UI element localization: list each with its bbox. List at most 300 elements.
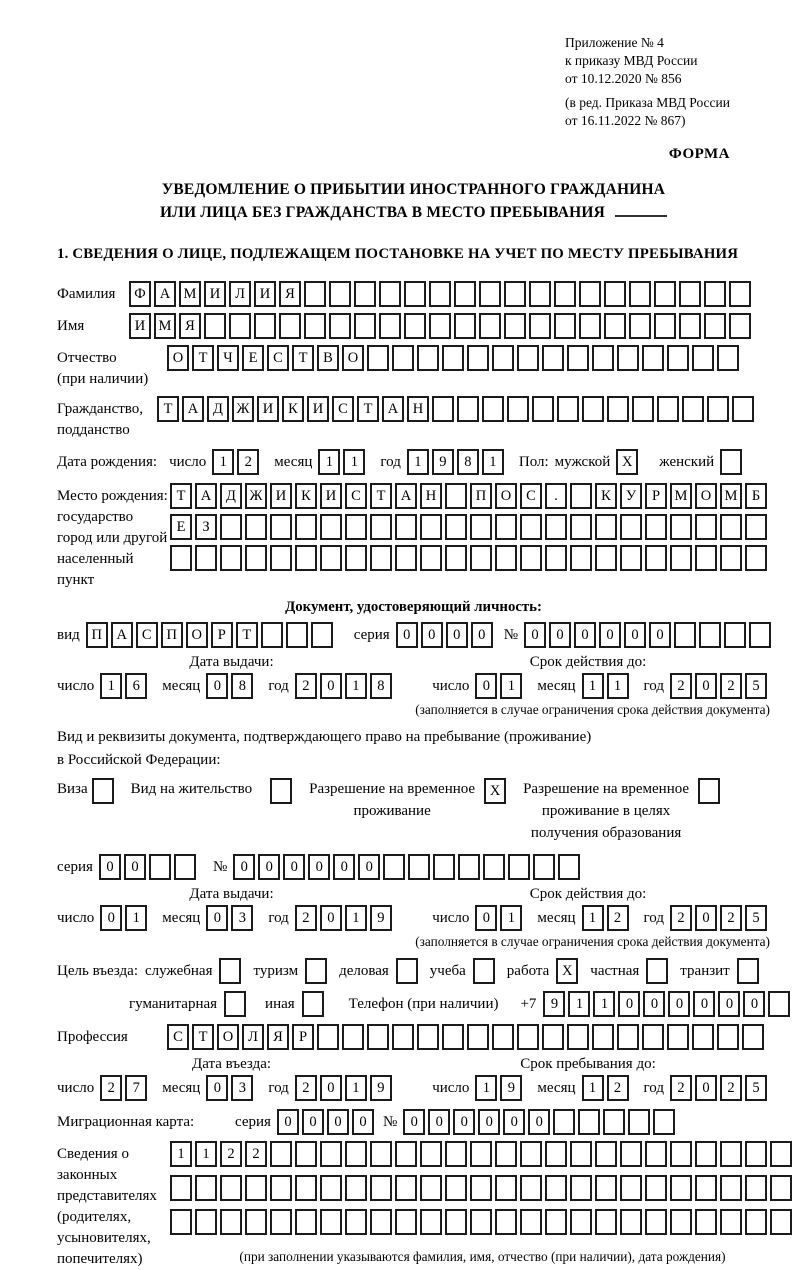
form-cell[interactable] — [417, 345, 439, 371]
form-cell[interactable]: 9 — [370, 905, 392, 931]
form-cell[interactable] — [695, 514, 717, 540]
form-cell[interactable] — [595, 1141, 617, 1167]
form-cell[interactable] — [302, 991, 324, 1017]
form-cell[interactable] — [667, 345, 689, 371]
form-cell[interactable] — [220, 1175, 242, 1201]
form-cell[interactable] — [370, 1175, 392, 1201]
form-cell[interactable]: 2 — [295, 1075, 317, 1101]
form-cell[interactable]: 1 — [345, 673, 367, 699]
surname-cells[interactable] — [129, 281, 754, 307]
form-cell[interactable]: 1 — [482, 449, 504, 475]
form-cell[interactable] — [295, 1175, 317, 1201]
form-cell[interactable] — [674, 622, 696, 648]
form-cell[interactable]: 0 — [549, 622, 571, 648]
form-cell[interactable] — [520, 1141, 542, 1167]
form-cell[interactable] — [270, 1175, 292, 1201]
form-cell[interactable]: Б — [745, 483, 767, 509]
form-cell[interactable] — [320, 1141, 342, 1167]
purpose-business-checkbox[interactable] — [219, 958, 244, 984]
purpose-transit-checkbox[interactable] — [737, 958, 762, 984]
form-cell[interactable]: 1 — [407, 449, 429, 475]
form-cell[interactable] — [220, 545, 242, 571]
form-cell[interactable] — [345, 545, 367, 571]
form-cell[interactable] — [295, 545, 317, 571]
male-checkbox[interactable] — [616, 449, 641, 475]
form-cell[interactable] — [545, 514, 567, 540]
form-cell[interactable]: 1 — [582, 1075, 604, 1101]
form-cell[interactable]: Д — [220, 483, 242, 509]
form-cell[interactable] — [345, 1175, 367, 1201]
form-cell[interactable]: М — [179, 281, 201, 307]
form-cell[interactable] — [545, 1141, 567, 1167]
form-cell[interactable]: 1 — [500, 673, 522, 699]
form-cell[interactable]: Т — [192, 345, 214, 371]
form-cell[interactable] — [592, 1024, 614, 1050]
form-cell[interactable] — [395, 1209, 417, 1235]
form-cell[interactable]: 0 — [352, 1109, 374, 1135]
form-cell[interactable] — [570, 1141, 592, 1167]
form-cell[interactable] — [692, 1024, 714, 1050]
form-cell[interactable] — [507, 396, 529, 422]
form-cell[interactable] — [483, 854, 505, 880]
form-cell[interactable] — [595, 1175, 617, 1201]
form-cell[interactable] — [420, 1175, 442, 1201]
purpose-other-checkbox[interactable] — [302, 991, 327, 1017]
form-cell[interactable] — [92, 778, 114, 804]
purpose-tourism-checkbox[interactable] — [305, 958, 330, 984]
form-cell[interactable]: П — [161, 622, 183, 648]
purpose-work-checkbox[interactable] — [556, 958, 581, 984]
form-cell[interactable] — [495, 1175, 517, 1201]
form-cell[interactable] — [270, 778, 292, 804]
valid-day-cells[interactable] — [475, 673, 525, 699]
form-cell[interactable] — [604, 281, 626, 307]
form-cell[interactable] — [467, 1024, 489, 1050]
form-cell[interactable] — [517, 345, 539, 371]
residence-permit-checkbox[interactable] — [270, 778, 295, 804]
form-cell[interactable]: 0 — [624, 622, 646, 648]
form-cell[interactable] — [745, 1141, 767, 1167]
form-cell[interactable]: 8 — [231, 673, 253, 699]
form-cell[interactable]: Т — [192, 1024, 214, 1050]
form-cell[interactable] — [442, 1024, 464, 1050]
representatives-row3-cells[interactable] — [170, 1209, 795, 1235]
birth-year-cells[interactable] — [407, 449, 507, 475]
form-cell[interactable] — [342, 1024, 364, 1050]
temp-residence-checkbox[interactable] — [484, 778, 509, 804]
form-cell[interactable]: 2 — [670, 905, 692, 931]
form-cell[interactable]: 9 — [432, 449, 454, 475]
form-cell[interactable]: Е — [170, 514, 192, 540]
form-cell[interactable] — [473, 958, 495, 984]
form-cell[interactable] — [770, 1141, 792, 1167]
form-cell[interactable]: 1 — [500, 905, 522, 931]
form-cell[interactable] — [542, 345, 564, 371]
form-cell[interactable] — [570, 483, 592, 509]
form-cell[interactable]: Р — [292, 1024, 314, 1050]
form-cell[interactable] — [517, 1024, 539, 1050]
form-cell[interactable]: 0 — [718, 991, 740, 1017]
form-cell[interactable]: К — [282, 396, 304, 422]
form-cell[interactable]: 0 — [471, 622, 493, 648]
form-cell[interactable] — [395, 1141, 417, 1167]
form-cell[interactable] — [295, 514, 317, 540]
form-cell[interactable] — [320, 1175, 342, 1201]
form-cell[interactable]: 0 — [302, 1109, 324, 1135]
form-cell[interactable] — [717, 345, 739, 371]
form-cell[interactable] — [645, 1175, 667, 1201]
form-cell[interactable]: М — [670, 483, 692, 509]
form-cell[interactable] — [632, 396, 654, 422]
stay-month-cells[interactable] — [582, 1075, 632, 1101]
form-cell[interactable]: Т — [170, 483, 192, 509]
form-cell[interactable]: 2 — [100, 1075, 122, 1101]
form-cell[interactable] — [470, 514, 492, 540]
form-cell[interactable]: О — [217, 1024, 239, 1050]
form-cell[interactable] — [254, 313, 276, 339]
form-cell[interactable] — [529, 281, 551, 307]
form-cell[interactable]: Н — [420, 483, 442, 509]
form-cell[interactable] — [545, 545, 567, 571]
form-cell[interactable]: 0 — [649, 622, 671, 648]
form-cell[interactable] — [620, 1175, 642, 1201]
form-cell[interactable] — [379, 281, 401, 307]
form-cell[interactable]: 6 — [125, 673, 147, 699]
form-cell[interactable] — [745, 1175, 767, 1201]
form-cell[interactable] — [470, 1209, 492, 1235]
form-cell[interactable]: 1 — [343, 449, 365, 475]
doc-series-cells[interactable] — [396, 622, 496, 648]
residence-issue-day-cells[interactable] — [100, 905, 150, 931]
form-cell[interactable] — [245, 514, 267, 540]
form-cell[interactable] — [195, 545, 217, 571]
form-cell[interactable]: 0 — [100, 905, 122, 931]
form-cell[interactable]: Ф — [129, 281, 151, 307]
form-cell[interactable]: 1 — [475, 1075, 497, 1101]
form-cell[interactable] — [670, 1209, 692, 1235]
form-cell[interactable] — [579, 313, 601, 339]
form-cell[interactable] — [404, 281, 426, 307]
form-cell[interactable] — [470, 1175, 492, 1201]
form-cell[interactable]: 0 — [333, 854, 355, 880]
form-cell[interactable] — [245, 545, 267, 571]
residence-number-cells[interactable] — [233, 854, 583, 880]
form-cell[interactable] — [270, 1209, 292, 1235]
stay-day-cells[interactable] — [475, 1075, 525, 1101]
form-cell[interactable] — [578, 1109, 600, 1135]
form-cell[interactable] — [305, 958, 327, 984]
form-cell[interactable] — [645, 514, 667, 540]
form-cell[interactable] — [667, 1024, 689, 1050]
form-cell[interactable] — [645, 1141, 667, 1167]
form-cell[interactable] — [479, 313, 501, 339]
form-cell[interactable]: 1 — [318, 449, 340, 475]
form-cell[interactable] — [617, 345, 639, 371]
form-cell[interactable] — [720, 1209, 742, 1235]
form-cell[interactable]: К — [595, 483, 617, 509]
form-cell[interactable]: 0 — [599, 622, 621, 648]
form-cell[interactable]: 0 — [283, 854, 305, 880]
form-cell[interactable] — [729, 313, 751, 339]
form-cell[interactable] — [370, 1141, 392, 1167]
form-cell[interactable] — [295, 1209, 317, 1235]
form-cell[interactable]: И — [270, 483, 292, 509]
birth-place-row2-cells[interactable] — [170, 514, 770, 540]
form-cell[interactable]: 1 — [170, 1141, 192, 1167]
form-cell[interactable] — [770, 1209, 792, 1235]
entry-year-cells[interactable] — [295, 1075, 395, 1101]
form-cell[interactable]: О — [186, 622, 208, 648]
issue-month-cells[interactable] — [206, 673, 256, 699]
form-cell[interactable] — [595, 514, 617, 540]
form-cell[interactable]: 0 — [358, 854, 380, 880]
form-cell[interactable]: Д — [207, 396, 229, 422]
form-cell[interactable]: 0 — [308, 854, 330, 880]
form-cell[interactable] — [392, 345, 414, 371]
form-cell[interactable]: 0 — [524, 622, 546, 648]
form-cell[interactable] — [395, 545, 417, 571]
form-cell[interactable] — [768, 991, 790, 1017]
form-cell[interactable] — [595, 545, 617, 571]
form-cell[interactable] — [554, 281, 576, 307]
form-cell[interactable] — [432, 396, 454, 422]
form-cell[interactable] — [229, 313, 251, 339]
form-cell[interactable] — [620, 1209, 642, 1235]
form-cell[interactable] — [220, 1209, 242, 1235]
form-cell[interactable]: Н — [407, 396, 429, 422]
purpose-private-checkbox[interactable] — [646, 958, 671, 984]
form-cell[interactable]: Л — [229, 281, 251, 307]
form-cell[interactable] — [492, 345, 514, 371]
form-cell[interactable] — [707, 396, 729, 422]
form-cell[interactable] — [170, 545, 192, 571]
form-cell[interactable] — [724, 622, 746, 648]
migration-series-cells[interactable] — [277, 1109, 377, 1135]
form-cell[interactable]: 0 — [453, 1109, 475, 1135]
form-cell[interactable]: 5 — [745, 1075, 767, 1101]
form-cell[interactable]: А — [182, 396, 204, 422]
form-cell[interactable]: С — [520, 483, 542, 509]
form-cell[interactable] — [170, 1175, 192, 1201]
form-cell[interactable] — [542, 1024, 564, 1050]
form-cell[interactable]: С — [345, 483, 367, 509]
form-cell[interactable]: 0 — [528, 1109, 550, 1135]
form-cell[interactable] — [679, 281, 701, 307]
form-cell[interactable]: В — [317, 345, 339, 371]
entry-month-cells[interactable] — [206, 1075, 256, 1101]
form-cell[interactable]: 2 — [607, 905, 629, 931]
form-cell[interactable]: 2 — [720, 673, 742, 699]
citizenship-cells[interactable] — [157, 396, 757, 422]
form-cell[interactable]: 1 — [212, 449, 234, 475]
form-cell[interactable] — [420, 1141, 442, 1167]
form-cell[interactable] — [695, 1209, 717, 1235]
issue-day-cells[interactable] — [100, 673, 150, 699]
form-cell[interactable] — [720, 1175, 742, 1201]
form-cell[interactable]: 0 — [233, 854, 255, 880]
form-cell[interactable]: А — [195, 483, 217, 509]
form-cell[interactable]: 3 — [231, 905, 253, 931]
form-cell[interactable]: 2 — [670, 1075, 692, 1101]
form-cell[interactable]: 1 — [593, 991, 615, 1017]
form-cell[interactable] — [442, 345, 464, 371]
form-cell[interactable] — [420, 545, 442, 571]
form-cell[interactable] — [653, 1109, 675, 1135]
form-cell[interactable]: 2 — [220, 1141, 242, 1167]
form-cell[interactable] — [354, 313, 376, 339]
form-cell[interactable] — [224, 991, 246, 1017]
form-cell[interactable]: Ж — [232, 396, 254, 422]
form-cell[interactable] — [679, 313, 701, 339]
form-cell[interactable] — [642, 1024, 664, 1050]
female-checkbox[interactable] — [720, 449, 745, 475]
form-cell[interactable] — [529, 313, 551, 339]
form-cell[interactable] — [445, 545, 467, 571]
form-cell[interactable] — [692, 345, 714, 371]
form-cell[interactable] — [732, 396, 754, 422]
form-cell[interactable] — [470, 1141, 492, 1167]
edu-residence-checkbox[interactable] — [698, 778, 723, 804]
form-cell[interactable] — [570, 1175, 592, 1201]
form-cell[interactable] — [698, 778, 720, 804]
form-cell[interactable] — [720, 1141, 742, 1167]
residence-valid-month-cells[interactable] — [582, 905, 632, 931]
form-cell[interactable] — [445, 1141, 467, 1167]
form-cell[interactable]: 0 — [643, 991, 665, 1017]
form-cell[interactable] — [317, 1024, 339, 1050]
doc-number-cells[interactable] — [524, 622, 774, 648]
form-cell[interactable]: С — [167, 1024, 189, 1050]
form-cell[interactable] — [607, 396, 629, 422]
form-cell[interactable] — [699, 622, 721, 648]
purpose-study-checkbox[interactable] — [473, 958, 498, 984]
form-cell[interactable]: 5 — [745, 905, 767, 931]
form-cell[interactable] — [429, 313, 451, 339]
form-cell[interactable] — [395, 1175, 417, 1201]
form-cell[interactable] — [320, 545, 342, 571]
form-cell[interactable] — [720, 545, 742, 571]
form-cell[interactable]: Я — [267, 1024, 289, 1050]
form-cell[interactable] — [270, 545, 292, 571]
form-cell[interactable] — [245, 1209, 267, 1235]
form-cell[interactable] — [717, 1024, 739, 1050]
form-cell[interactable] — [367, 345, 389, 371]
form-cell[interactable] — [482, 396, 504, 422]
form-cell[interactable]: С — [136, 622, 158, 648]
form-cell[interactable]: 0 — [743, 991, 765, 1017]
form-cell[interactable]: П — [86, 622, 108, 648]
form-cell[interactable] — [392, 1024, 414, 1050]
form-cell[interactable] — [420, 1209, 442, 1235]
form-cell[interactable] — [704, 313, 726, 339]
form-cell[interactable] — [749, 622, 771, 648]
form-cell[interactable]: 0 — [206, 1075, 228, 1101]
form-cell[interactable] — [370, 514, 392, 540]
form-cell[interactable]: 0 — [475, 905, 497, 931]
form-cell[interactable] — [520, 545, 542, 571]
form-cell[interactable] — [695, 1141, 717, 1167]
form-cell[interactable] — [654, 281, 676, 307]
form-cell[interactable] — [570, 514, 592, 540]
form-cell[interactable]: 2 — [295, 905, 317, 931]
form-cell[interactable] — [592, 345, 614, 371]
form-cell[interactable]: 0 — [327, 1109, 349, 1135]
form-cell[interactable] — [508, 854, 530, 880]
form-cell[interactable]: Т — [292, 345, 314, 371]
birth-place-row3-cells[interactable] — [170, 545, 770, 571]
form-cell[interactable] — [495, 514, 517, 540]
issue-year-cells[interactable] — [295, 673, 395, 699]
form-cell[interactable]: 2 — [670, 673, 692, 699]
form-cell[interactable]: Т — [370, 483, 392, 509]
form-cell[interactable]: Р — [211, 622, 233, 648]
form-cell[interactable]: Т — [157, 396, 179, 422]
form-cell[interactable]: 1 — [345, 1075, 367, 1101]
form-cell[interactable]: У — [620, 483, 642, 509]
form-cell[interactable] — [454, 313, 476, 339]
form-cell[interactable] — [408, 854, 430, 880]
form-cell[interactable] — [504, 313, 526, 339]
form-cell[interactable]: Т — [236, 622, 258, 648]
form-cell[interactable] — [383, 854, 405, 880]
form-cell[interactable]: Ж — [245, 483, 267, 509]
form-cell[interactable] — [670, 514, 692, 540]
form-cell[interactable] — [220, 514, 242, 540]
form-cell[interactable] — [737, 958, 759, 984]
form-cell[interactable]: 0 — [695, 673, 717, 699]
form-cell[interactable] — [445, 1175, 467, 1201]
form-cell[interactable]: X — [616, 449, 638, 475]
form-cell[interactable]: 1 — [582, 673, 604, 699]
form-cell[interactable] — [579, 281, 601, 307]
form-cell[interactable] — [149, 854, 171, 880]
residence-issue-month-cells[interactable] — [206, 905, 256, 931]
birth-place-row1-cells[interactable] — [170, 483, 770, 509]
form-cell[interactable]: 0 — [403, 1109, 425, 1135]
form-cell[interactable] — [567, 1024, 589, 1050]
form-cell[interactable]: 9 — [370, 1075, 392, 1101]
form-cell[interactable] — [270, 1141, 292, 1167]
representatives-row2-cells[interactable] — [170, 1175, 795, 1201]
form-cell[interactable] — [620, 1141, 642, 1167]
form-cell[interactable]: 2 — [720, 1075, 742, 1101]
form-cell[interactable]: 5 — [745, 673, 767, 699]
form-cell[interactable]: 0 — [421, 622, 443, 648]
form-cell[interactable] — [620, 514, 642, 540]
form-cell[interactable] — [458, 854, 480, 880]
form-cell[interactable] — [553, 1109, 575, 1135]
form-cell[interactable] — [695, 1175, 717, 1201]
form-cell[interactable] — [617, 1024, 639, 1050]
profession-cells[interactable] — [167, 1024, 767, 1050]
form-cell[interactable] — [245, 1175, 267, 1201]
form-cell[interactable] — [770, 1175, 792, 1201]
birth-day-cells[interactable] — [212, 449, 262, 475]
form-cell[interactable] — [329, 281, 351, 307]
form-cell[interactable]: И — [257, 396, 279, 422]
form-cell[interactable]: И — [320, 483, 342, 509]
form-cell[interactable]: 0 — [475, 673, 497, 699]
form-cell[interactable] — [204, 313, 226, 339]
form-cell[interactable]: М — [720, 483, 742, 509]
form-cell[interactable] — [628, 1109, 650, 1135]
form-cell[interactable] — [479, 281, 501, 307]
form-cell[interactable]: М — [154, 313, 176, 339]
form-cell[interactable]: 9 — [543, 991, 565, 1017]
form-cell[interactable] — [286, 622, 308, 648]
residence-series-cells[interactable] — [99, 854, 199, 880]
form-cell[interactable] — [329, 313, 351, 339]
